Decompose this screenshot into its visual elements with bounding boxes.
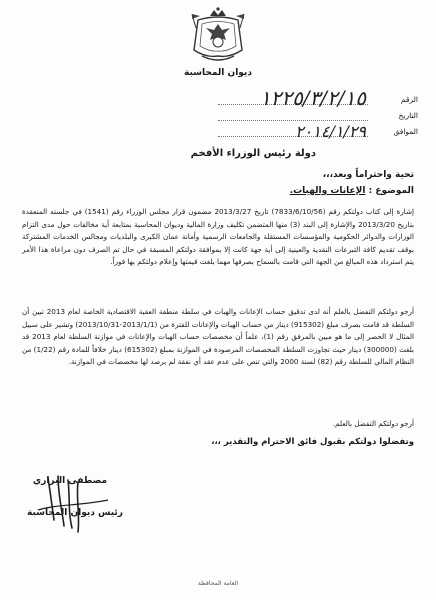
signatory-name: مصطفى البراري xyxy=(32,476,108,486)
closing-line: وتفضلوا دولتكم بقبول فائق الاحترام والتقدير ،،، xyxy=(211,437,414,447)
signatory-title: رئيس ديوان المحاسبة xyxy=(27,508,123,518)
body-paragraph-1: إشارة إلى كتاب دولتكم رقم (7833/6/10/56) تاريخ 2013/3/27 مضمون قرار مجلس الوزراء رقم (1541) في جلسته المنعقدة بتاريخ 2013/3/20 والإشارة إلى البند (3) منها المتضمن تكليف وزارة المالية وديوان المحاسبة بمتابعة أية مخالفات حول مدى التزام الوزارات والدوائر الحكومية والمؤسسات المستقلة والجامعات الرسمية وأمانة عمان الكبرى والبلديات ومجالس الخدمات المشتركة بوقف تقديم كافة التبرعات النقدية والعينية إلى أية جهة كانت إلا بموافقة دولتكم المسبقة في حال تم الصرف دون مراعاة هذا الأمر يتم استرداد هذه المبالغ من الجهة التي قامت بالسماح بصرفها مهما بلغت قيمتها وإعلام دولتكم بها فوراً. xyxy=(22,207,414,267)
subject-label: الموضوع : xyxy=(368,186,414,196)
greeting: تحية واحتراماً وبعد،،، xyxy=(322,170,414,180)
organization-name: ديوان المحاسبة xyxy=(184,68,252,78)
reference-date-label: التاريخ xyxy=(398,111,418,120)
reference-number-value: ١٢٢٥/٣/٢/١٥ xyxy=(259,86,366,110)
body-paragraph-3: أرجو دولتكم التفضل بالعلم. xyxy=(332,419,414,428)
footer-note: العامة المحافظة xyxy=(197,580,239,587)
subject-line xyxy=(290,186,414,196)
addressee: دولة رئيس الوزراء الأفخم xyxy=(190,148,316,159)
body-paragraph-2: أرجو دولتكم التفضل بالعلم أنه لدى تدقيق حساب الإعانات والهبات في سلطة منطقة العقبة الاقتصادية الخاصة لعام 2013 تبين أن السلطة قد قامت بصرف مبلغ (915302) دينار من حساب الهبات والإعانات للفترة من (2013/1/1-2013/10/31) وتشير على سبيل المثال لا الحصر إلى ما هو مبين بالمرفق رقم (1)، علماً أن مخصصات حساب الهبات والإعانات في موازنة السلطة لعام 2013 قد بلغت (300000) دينار حيث تجاوزت السلطة المخصصات المرصودة في الموازنة بمبلغ (615302) دينار خلافاً للمادة رقم (1/22) من النظام المالي للسلطة رقم (82) لسنة 2000 والتي تنص على عدم عقد أي نفقة لم يرصد لها مخصصات في الموازنة. xyxy=(22,307,415,367)
reference-block xyxy=(198,86,418,141)
jordan-coat-of-arms-icon xyxy=(188,6,248,66)
reference-corresponding-label: الموافق xyxy=(393,127,418,136)
reference-corresponding-row xyxy=(198,124,418,140)
subject-value: الإعانات والهبات. xyxy=(289,186,366,196)
reference-corresponding-value: ٢٠١٤/١/٢٩ xyxy=(295,122,366,141)
reference-number-row xyxy=(198,86,418,110)
reference-date-line xyxy=(218,120,368,121)
reference-number-label: الرقم xyxy=(400,95,418,104)
